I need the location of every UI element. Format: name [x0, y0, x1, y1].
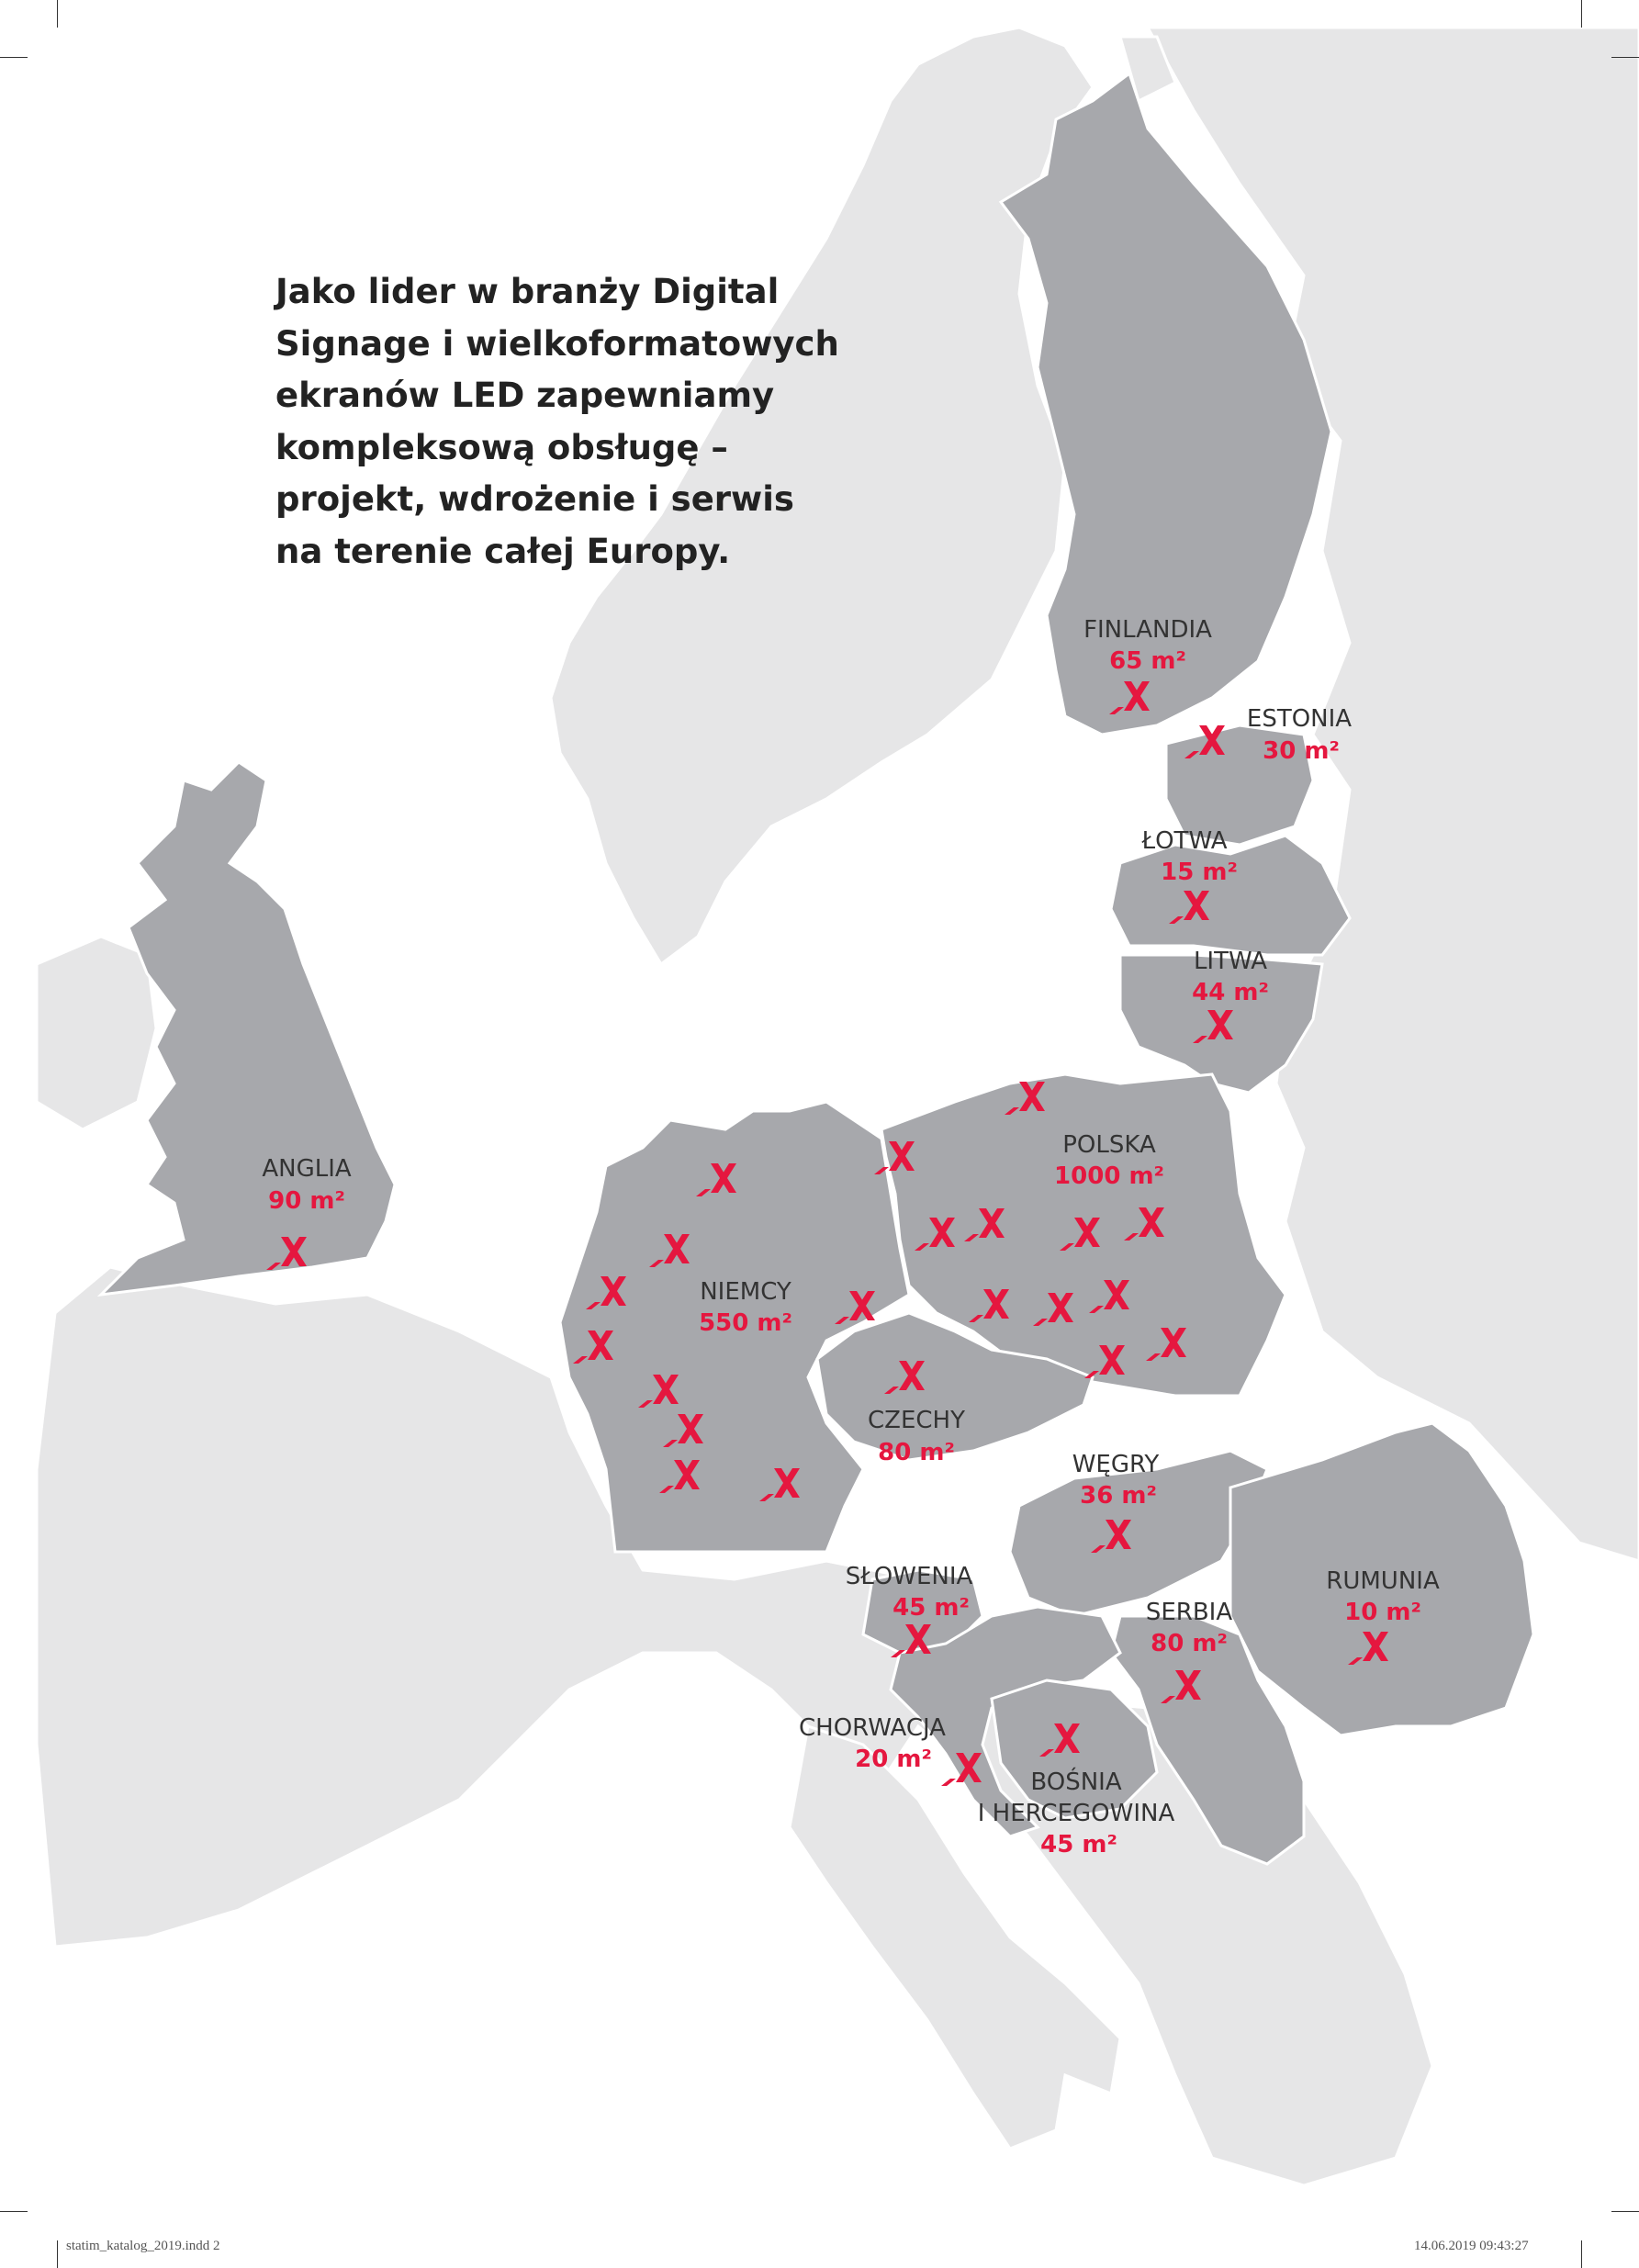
area-czechy: 80 m²: [878, 1439, 955, 1466]
location-marker-x-icon: [1193, 1010, 1233, 1043]
headline-line-1: Jako lider w branży Digital: [275, 272, 780, 311]
headline-line-6: na terenie całej Europy.: [275, 531, 731, 571]
headline-line-4: kompleksową obsługę –: [275, 427, 728, 467]
location-marker-x-icon: [1109, 681, 1150, 714]
location-marker-x-icon: [1091, 1520, 1131, 1553]
crop-mark-tl-v: [57, 0, 58, 28]
headline-line-3: ekranów LED zapewniamy: [275, 376, 775, 415]
location-marker-x-icon: [266, 1237, 307, 1270]
label-czechy: CZECHY: [868, 1407, 965, 1434]
location-marker-x-icon: [964, 1208, 1005, 1241]
crop-mark-br-v: [1581, 2240, 1582, 2268]
footer-filename: statim_katalog_2019.indd 2: [66, 2239, 220, 2253]
location-marker-x-icon: [649, 1234, 690, 1267]
location-marker-x-icon: [1124, 1207, 1164, 1241]
label-wegry: WĘGRY: [1072, 1451, 1160, 1478]
footer-timestamp: 14.06.2019 09:43:27: [1414, 2239, 1529, 2253]
label-slowenia: SŁOWENIA: [845, 1563, 973, 1590]
area-serbia: 80 m²: [1151, 1630, 1228, 1657]
area-chorwacja: 20 m²: [855, 1746, 932, 1773]
label-polska: POLSKA: [1062, 1131, 1156, 1159]
area-polska: 1000 m²: [1054, 1162, 1164, 1190]
area-finlandia: 65 m²: [1109, 647, 1186, 675]
location-marker-x-icon: [1039, 1723, 1080, 1757]
crop-mark-tl-h: [0, 57, 28, 58]
label-lotwa: ŁOTWA: [1141, 827, 1228, 855]
crop-mark-br-h: [1611, 2211, 1639, 2212]
location-marker-x-icon: [1146, 1328, 1186, 1361]
location-marker-x-icon: [891, 1624, 931, 1657]
location-marker-x-icon: [835, 1291, 875, 1324]
location-marker-x-icon: [696, 1163, 736, 1196]
area-rumunia: 10 m²: [1344, 1599, 1421, 1626]
label-niemcy: NIEMCY: [700, 1278, 791, 1306]
label-bosnia-line1: BOŚNIA: [1030, 1768, 1122, 1796]
area-anglia: 90 m²: [268, 1187, 345, 1215]
headline-line-5: projekt, wdrożenie i serwis: [275, 479, 794, 519]
label-chorwacja: CHORWACJA: [799, 1714, 946, 1742]
location-marker-x-icon: [1161, 1670, 1201, 1703]
location-marker-x-icon: [969, 1289, 1009, 1322]
location-marker-x-icon: [1184, 725, 1225, 758]
location-marker-x-icon: [659, 1460, 700, 1493]
location-marker-x-icon: [573, 1330, 613, 1364]
area-lotwa: 15 m²: [1161, 859, 1238, 886]
label-finlandia: FINLANDIA: [1083, 616, 1212, 644]
location-marker-x-icon: [1005, 1082, 1045, 1115]
area-bosnia: 45 m²: [1040, 1831, 1117, 1858]
location-marker-x-icon: [759, 1468, 800, 1501]
headline-line-2: Signage i wielkoformatowych: [275, 323, 839, 364]
location-marker-x-icon: [1060, 1218, 1100, 1251]
location-marker-x-icon: [915, 1218, 955, 1251]
location-marker-x-icon: [638, 1375, 679, 1408]
label-litwa: LITWA: [1193, 948, 1268, 975]
location-marker-x-icon: [1084, 1345, 1125, 1378]
crop-mark-bl-h: [0, 2211, 28, 2212]
location-marker-x-icon: [884, 1361, 925, 1394]
location-marker-x-icon: [1089, 1280, 1129, 1313]
label-estonia: ESTONIA: [1246, 705, 1353, 733]
area-slowenia: 45 m²: [892, 1594, 970, 1622]
crop-mark-tr-v: [1581, 0, 1582, 28]
area-wegry: 36 m²: [1080, 1482, 1157, 1510]
area-litwa: 44 m²: [1192, 979, 1269, 1006]
location-marker-x-icon: [1169, 891, 1209, 924]
label-rumunia: RUMUNIA: [1326, 1567, 1440, 1595]
location-marker-x-icon: [1033, 1293, 1073, 1326]
area-estonia: 30 m²: [1263, 737, 1340, 765]
location-marker-x-icon: [663, 1414, 703, 1447]
label-serbia: SERBIA: [1145, 1599, 1233, 1626]
label-bosnia-line2: I HERCEGOWINA: [977, 1800, 1175, 1827]
label-anglia: ANGLIA: [262, 1155, 352, 1183]
location-marker-x-icon: [586, 1276, 626, 1309]
area-niemcy: 550 m²: [699, 1309, 792, 1337]
location-marker-x-icon: [941, 1753, 982, 1786]
crop-mark-tr-h: [1611, 57, 1639, 58]
location-marker-x-icon: [1348, 1632, 1388, 1665]
crop-mark-bl-v: [57, 2240, 58, 2268]
location-marker-x-icon: [874, 1141, 915, 1174]
